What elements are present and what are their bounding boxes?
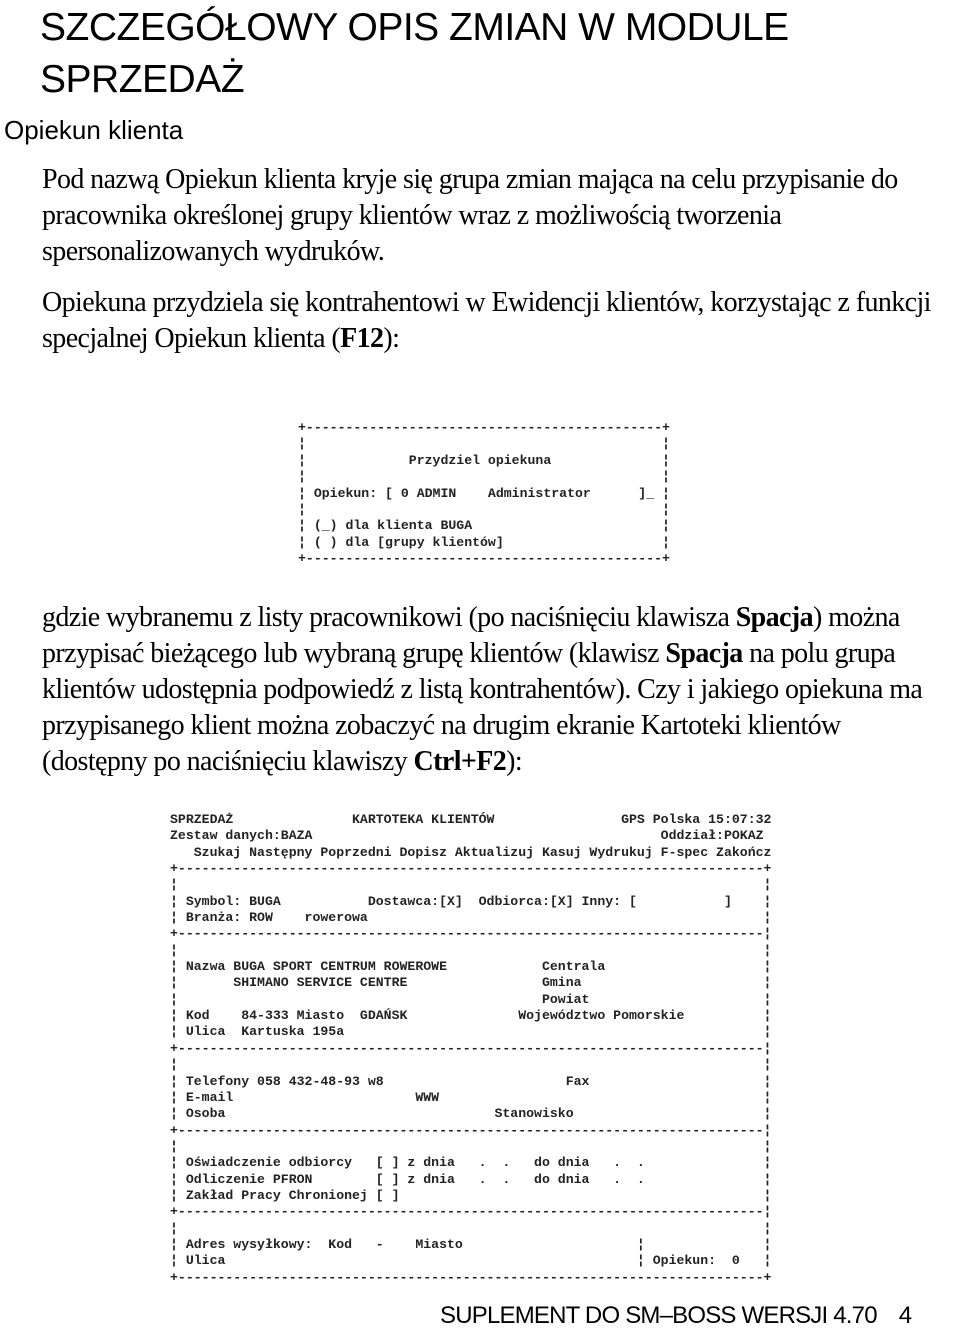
screen1-line: ¦ ¦	[298, 469, 670, 485]
screen2-line: ¦ Branża: ROW rowerowa ¦	[170, 910, 772, 926]
screen2-line: Zestaw danych:BAZA Oddział:POKAZ	[170, 828, 764, 844]
assign-paragraph	[42, 285, 942, 357]
page-footer	[440, 1302, 911, 1330]
screen2-line: ¦ ¦	[170, 877, 772, 893]
page-number: 4	[898, 1302, 912, 1329]
screen2-line: ¦ Nazwa BUGA SPORT CENTRUM ROWEROWE Centrala ¦	[170, 959, 772, 975]
page-title-line-1: SZCZEGÓŁOWY OPIS ZMIAN W MODULE	[40, 6, 789, 49]
key-spacja-1: Spacja	[735, 602, 813, 633]
screen2-line: ¦ ¦	[170, 1138, 772, 1154]
screen2-line: +--------------------------------------------------------------------------¦	[170, 1204, 772, 1220]
screen1-line: ¦ ¦	[298, 502, 670, 518]
screen2-line: ¦ Adres wysyłkowy: Kod - Miasto ¦ ¦	[170, 1236, 772, 1252]
screen2-line: ¦ Symbol: BUGA Dostawca:[X] Odbiorca:[X] Inny: [ ] ¦	[170, 893, 772, 909]
screen2-line: ¦ Oświadczenie odbiorcy [ ] z dnia . . do dnia . . ¦	[170, 1155, 772, 1171]
usage-text-2: ) można przypisać bieżącego lub wybraną grupę klientów (klawisz	[42, 602, 900, 669]
screen2-line: ¦ Ulica ¦ Opiekun: 0 ¦	[170, 1253, 772, 1269]
screen2-line: SPRZEDAŻ KARTOTEKA KLIENTÓW GPS Polska 15:07:32	[170, 812, 772, 827]
screen1-line: ¦ ¦	[298, 436, 670, 452]
client-card-screen	[170, 812, 771, 1286]
screen2-line: +--------------------------------------------------------------------------+	[170, 861, 772, 877]
screen2-line: ¦ Kod 84-333 Miasto GDAŃSK Województwo Pomorskie ¦	[170, 1008, 772, 1024]
screen1-line: ¦ ( ) dla [grupy klientów] ¦	[298, 534, 670, 550]
screen1-line: +---------------------------------------------+	[298, 420, 670, 435]
screen2-line: ¦ Ulica Kartuska 195a ¦	[170, 1024, 772, 1040]
key-ctrl-f2: Ctrl+F2	[413, 746, 507, 777]
key-spacja-2: Spacja	[665, 638, 743, 669]
screen2-line: ¦ Odliczenie PFRON [ ] z dnia . . do dnia . . ¦	[170, 1171, 772, 1187]
screen2-line: ¦ Zakład Pracy Chronionej [ ] ¦	[170, 1187, 772, 1203]
screen2-line: ¦ Telefony 058 432-48-93 w8 Fax ¦	[170, 1073, 772, 1089]
screen1-line: +---------------------------------------------+	[298, 551, 670, 567]
page-title	[40, 2, 940, 106]
assign-text: Opiekuna przydziela się kontrahentowi w Ewidencji klientów, korzystając z funkcji specjalnej Opiekun klienta (	[42, 287, 931, 354]
key-f12: F12	[340, 323, 384, 354]
usage-text-3: na polu grupa klientów udostępnia podpowiedź z listą kontrahentów). Czy i jakiego opiekuna ma przypisanego klient można zobaczyć na drugim ekranie Kartoteki klientów (dostępny po naciśnięciu klawiszy	[42, 638, 923, 777]
usage-text-1: gdzie wybranemu z listy pracownikowi (po naciśnięciu klawisza	[42, 602, 736, 633]
page-title-line-2: SPRZEDAŻ	[40, 58, 245, 101]
footer-title: SUPLEMENT DO SM–BOSS WERSJI 4.70	[440, 1302, 877, 1329]
screen2-line: +--------------------------------------------------------------------------¦	[170, 926, 772, 942]
screen1-line: ¦ (_) dla klienta BUGA ¦	[298, 518, 670, 534]
screen2-line: +--------------------------------------------------------------------------+	[170, 1269, 772, 1285]
screen2-line: ¦ E-mail WWW ¦	[170, 1089, 772, 1105]
screen2-line: ¦ Powiat ¦	[170, 991, 772, 1007]
screen1-line: ¦ Opiekun: [ 0 ADMIN Administrator ]_ ¦	[298, 485, 670, 501]
screen2-line: +--------------------------------------------------------------------------¦	[170, 1040, 772, 1056]
screen2-line: ¦ SHIMANO SERVICE CENTRE Gmina ¦	[170, 975, 772, 991]
screen2-line: +--------------------------------------------------------------------------¦	[170, 1122, 772, 1138]
screen2-line: ¦ Osoba Stanowisko ¦	[170, 1106, 772, 1122]
screen2-line: ¦ ¦	[170, 942, 772, 958]
screen2-line: ¦ ¦	[170, 1057, 772, 1073]
assign-text-end: ):	[383, 323, 400, 354]
screen1-line: ¦ Przydziel opiekuna ¦	[298, 452, 670, 468]
assign-caretaker-screen	[298, 420, 670, 568]
intro-paragraph: Pod nazwą Opiekun klienta kryje się grupa zmian mająca na celu przypisanie do pracownika określonej grupy klientów wraz z możliwością tworzenia spersonalizowanych wydruków.	[42, 164, 898, 267]
screen2-line: Szukaj Następny Poprzedni Dopisz Aktualizuj Kasuj Wydrukuj F-spec Zakończ	[170, 844, 772, 860]
usage-text-4: ):	[506, 746, 523, 777]
screen2-line: ¦ ¦	[170, 1220, 772, 1236]
section-title: Opiekun klienta	[4, 115, 184, 145]
usage-paragraph	[42, 600, 942, 780]
